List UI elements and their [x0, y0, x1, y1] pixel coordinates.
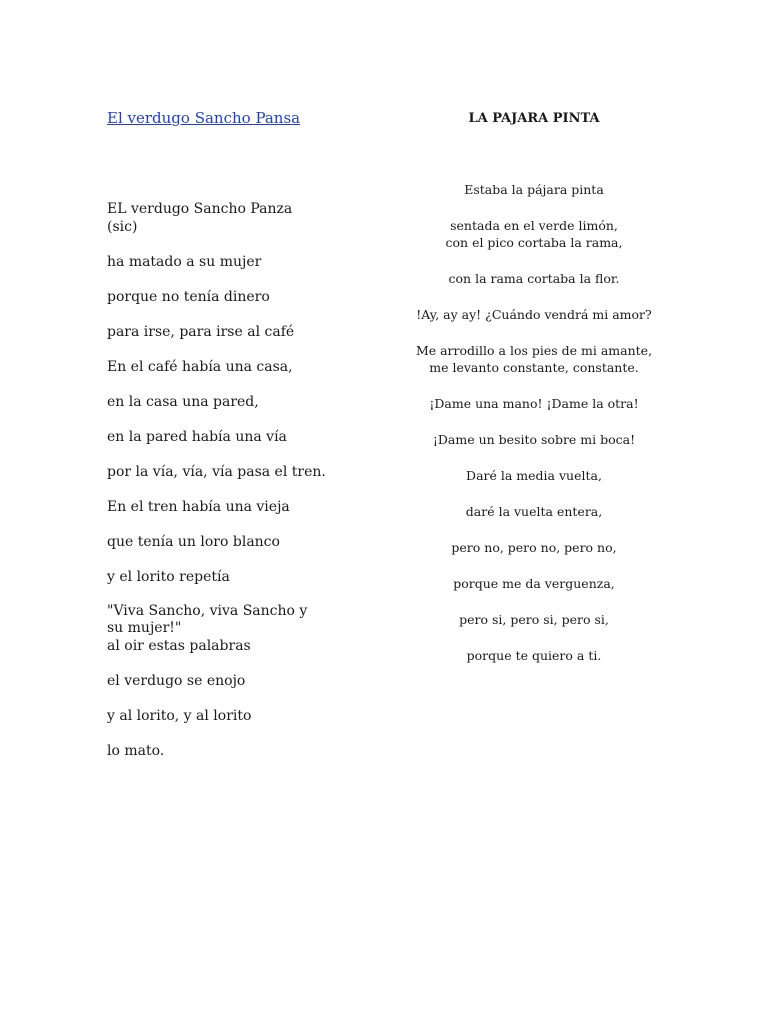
- poem-line: me levanto constante, constante.: [429, 360, 639, 375]
- poem-line: Estaba la pájara pinta: [464, 182, 604, 197]
- poem-line: sentada en el verde limón,: [450, 218, 618, 233]
- poem-line: y al lorito, y al lorito: [107, 708, 252, 724]
- poem-line: porque no tenía dinero: [107, 289, 270, 305]
- poem-line: porque te quiero a ti.: [466, 648, 602, 663]
- poem-title-la-pajara-pinta: LA PAJARA PINTA: [468, 111, 600, 126]
- poem-line: en la casa una pared,: [107, 394, 259, 410]
- poem-line: lo mato.: [107, 743, 165, 759]
- poem-line: al oir estas palabras: [107, 638, 251, 654]
- poem-line: EL verdugo Sancho Panza (sic): [107, 201, 293, 235]
- poem-el-verdugo: [107, 200, 327, 777]
- poem-line: por la vía, vía, vía pasa el tren.: [107, 464, 326, 480]
- poem-line: que tenía un loro blanco: [107, 534, 280, 550]
- poem-la-pajara-pinta: [405, 181, 663, 683]
- poem-line: ¡Dame un besito sobre mi boca!: [432, 432, 636, 447]
- poem-line: pero no, pero no, pero no,: [451, 540, 617, 555]
- poem-title-link-el-verdugo[interactable]: El verdugo Sancho Pansa: [107, 109, 301, 127]
- poem-line: con la rama cortaba la flor.: [448, 271, 620, 286]
- poem-line: para irse, para irse al café: [107, 324, 295, 340]
- poem-line: porque me da verguenza,: [453, 576, 615, 591]
- poem-line: En el tren había una vieja: [107, 499, 290, 515]
- poem-line: y el lorito repetía: [107, 569, 230, 585]
- poem-line: con el pico cortaba la rama,: [445, 235, 623, 250]
- poem-line: daré la vuelta entera,: [465, 504, 603, 519]
- poem-line: el verdugo se enojo: [107, 673, 246, 689]
- poem-line: "Viva Sancho, viva Sancho y su mujer!": [107, 603, 308, 636]
- poem-line: En el café había una casa,: [107, 359, 293, 375]
- poem-line: Daré la media vuelta,: [466, 468, 602, 483]
- poem-line: pero si, pero si, pero si,: [459, 612, 609, 627]
- poem-line: !Ay, ay ay! ¿Cuándo vendrá mi amor?: [416, 307, 652, 322]
- poem-line: en la pared había una vía: [107, 429, 287, 445]
- poem-line: Me arrodillo a los pies de mi amante,: [415, 343, 653, 358]
- poem-line: ¡Dame una mano! ¡Dame la otra!: [429, 396, 639, 411]
- poem-line: ha matado a su mujer: [107, 254, 262, 270]
